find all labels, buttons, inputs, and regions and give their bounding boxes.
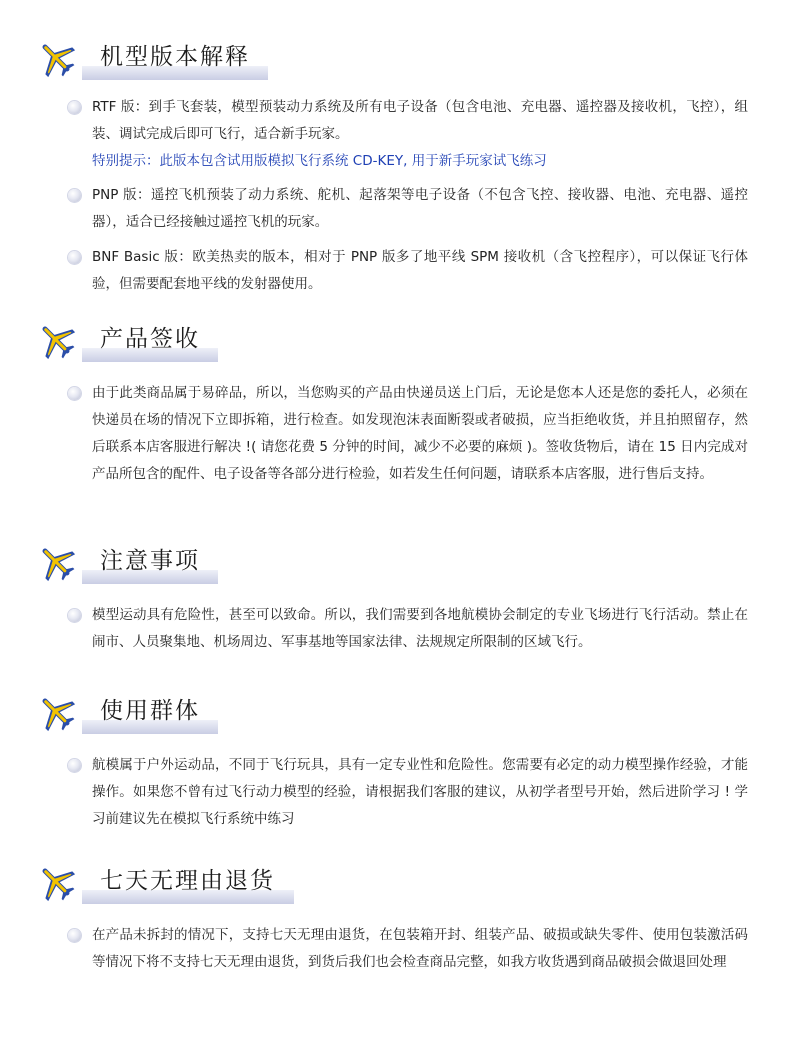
plane-icon — [34, 540, 78, 584]
section-title-wrap — [82, 544, 200, 578]
section-header — [0, 860, 800, 906]
list-item — [0, 380, 800, 488]
section-receipt — [0, 318, 800, 482]
list-item — [0, 182, 800, 236]
bullet-dot-icon — [68, 101, 81, 114]
list-item — [0, 602, 800, 656]
item-note: 特别提示：此版本包含试用版模拟飞行系统 CD-KEY, 用于新手玩家试飞练习 — [92, 153, 547, 169]
list-item — [0, 94, 800, 174]
item-text: BNF Basic 版：欧美热卖的版本，相对于 PNP 版多了地平线 SPM 接收机（含飞控程序），可以保证飞行体验，但需要配套地平线的发射器使用。 — [92, 249, 748, 292]
section-title-wrap — [82, 864, 275, 898]
section-header — [0, 690, 800, 736]
section-title-wrap — [82, 694, 200, 728]
bullet-dot-icon — [68, 387, 81, 400]
section-items — [0, 94, 800, 306]
section-title-wrap — [82, 40, 250, 74]
item-text: 模型运动具有危险性，甚至可以致命。所以，我们需要到各地航模协会制定的专业飞场进行飞行活动。禁止在闹市、人员聚集地、机场周边、军事基地等国家法律、法规规定所限制的区域飞行。 — [92, 607, 748, 650]
section-items — [0, 922, 800, 984]
item-text: 在产品未拆封的情况下，支持七天无理由退货，在包装箱开封、组装产品、破损或缺失零件、使用包装激活码等情况下将不支持七天无理由退货，到货后我们也会检查商品完整，如我方收货遇到商品破损会做退回处理 — [92, 927, 748, 970]
section-title-wrap — [82, 322, 200, 356]
section-version — [0, 36, 800, 292]
section-title: 产品签收 — [100, 326, 200, 352]
item-text: RTF 版：到手飞套装，模型预装动力系统及所有电子设备（包含电池、充电器、遥控器及接收机，飞控），组装、调试完成后即可飞行，适合新手玩家。 — [92, 99, 748, 142]
section-notice — [0, 540, 800, 650]
bullet-dot-icon — [68, 189, 81, 202]
section-header — [0, 540, 800, 586]
bullet-dot-icon — [68, 251, 81, 264]
item-text: 由于此类商品属于易碎品，所以，当您购买的产品由快递员送上门后，无论是您本人还是您的委托人，必须在快递员在场的情况下立即拆箱，进行检查。如发现泡沫表面断裂或者破损，应当拒绝收货，并且拍照留存，然后联系本店客服进行解决 !( 请您花费 5 分钟的时间，减少不必要的麻烦 )。签收货物后，请在 15 日内完成对产品所包含的配件、电子设备等各部分进行检验，如若发生任何问题，请联系本店客服，进行售后支持。 — [92, 385, 748, 482]
bullet-dot-icon — [68, 759, 81, 772]
bullet-dot-icon — [68, 609, 81, 622]
list-item — [0, 922, 800, 976]
item-text: 航模属于户外运动品，不同于飞行玩具，具有一定专业性和危险性。您需要有必定的动力模型操作经验，才能操作。如果您不曾有过飞行动力模型的经验，请根据我们客服的建议，从初学者型号开始，然后进阶学习 ! 学习前建议先在模拟飞行系统中练习 — [92, 757, 748, 827]
section-title: 机型版本解释 — [100, 44, 250, 70]
plane-icon — [34, 860, 78, 904]
section-title: 使用群体 — [100, 698, 200, 724]
plane-icon — [34, 690, 78, 734]
section-header — [0, 318, 800, 364]
section-returns — [0, 860, 800, 970]
section-header — [0, 36, 800, 82]
list-item — [0, 244, 800, 298]
section-items — [0, 752, 800, 841]
list-item — [0, 752, 800, 833]
section-title: 七天无理由退货 — [100, 868, 275, 894]
section-items — [0, 602, 800, 664]
plane-icon — [34, 318, 78, 362]
plane-icon — [34, 36, 78, 80]
item-text: PNP 版：遥控飞机预装了动力系统、舵机、起落架等电子设备（不包含飞控、接收器、电池、充电器、遥控器），适合已经接触过遥控飞机的玩家。 — [92, 187, 748, 230]
bullet-dot-icon — [68, 929, 81, 942]
section-title: 注意事项 — [100, 548, 200, 574]
section-items — [0, 380, 800, 496]
section-audience — [0, 690, 800, 827]
